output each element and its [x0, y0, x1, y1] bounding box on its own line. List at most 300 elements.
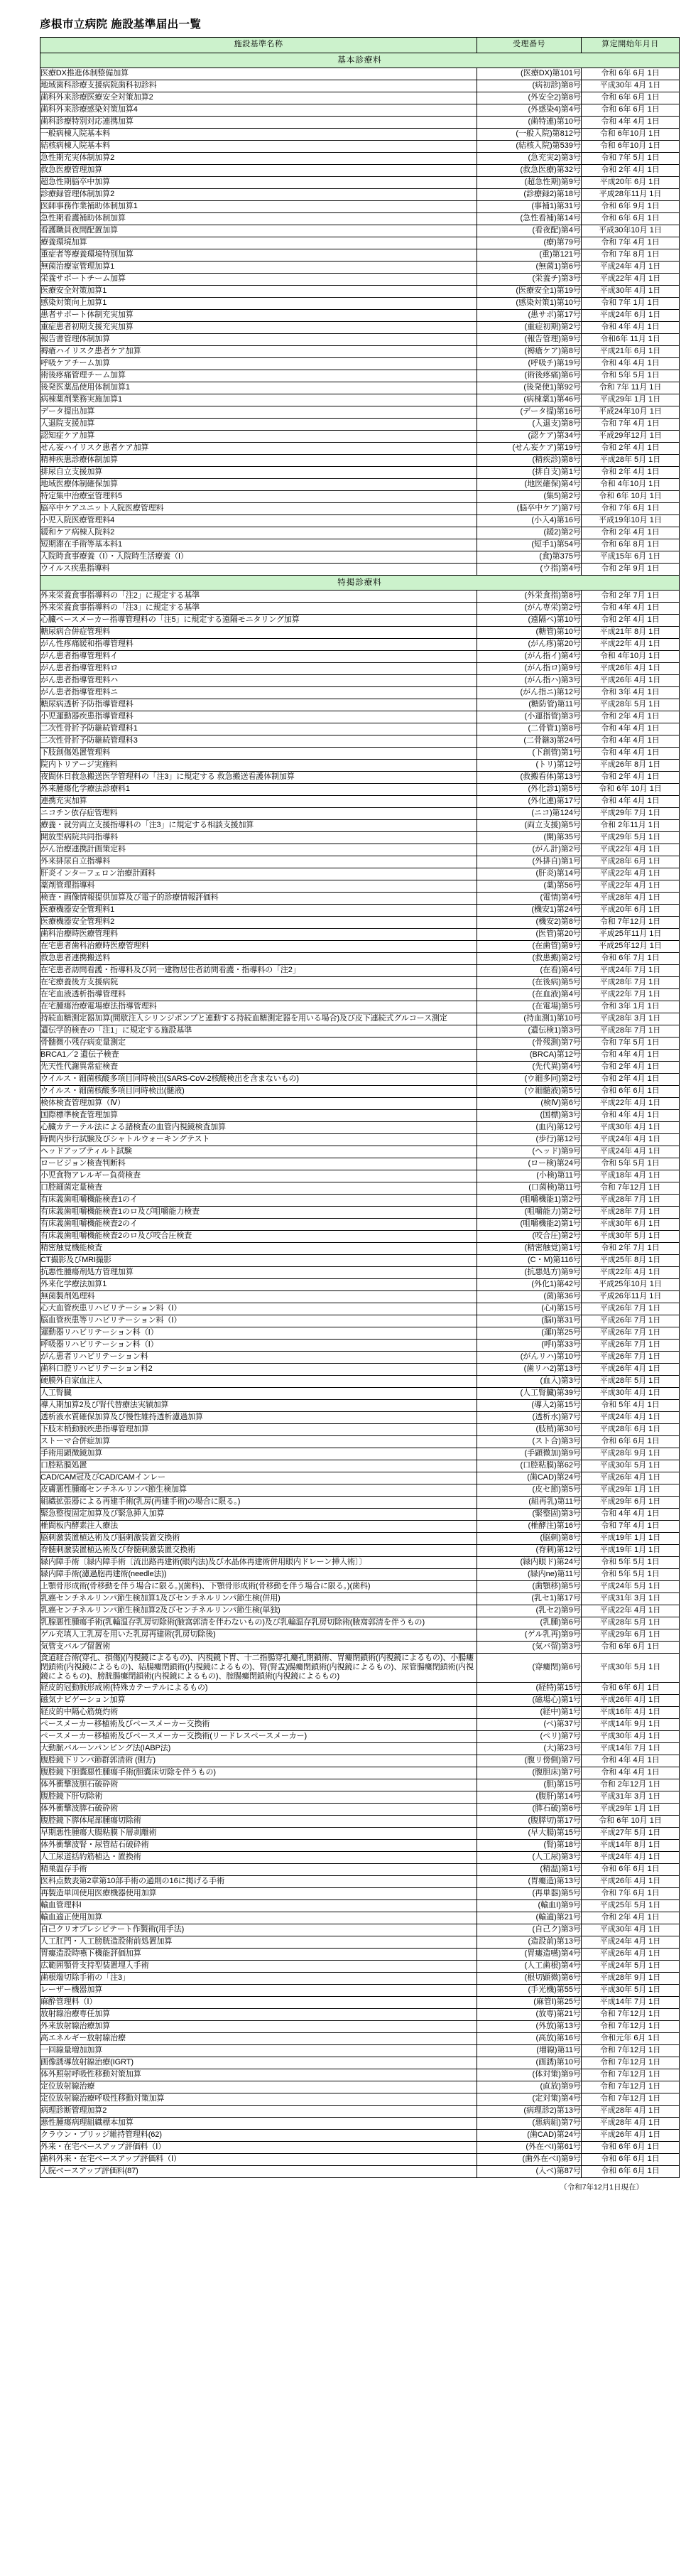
standard-name-cell: 糖尿病合併症管理料: [40, 626, 477, 638]
start-date-cell: 令和 2年 4月 1日: [582, 442, 680, 454]
standard-name-cell: 有床義歯咀嚼機能検査2のロ及び咬合圧検査: [40, 1230, 477, 1242]
standard-name-cell: 療養環境加算: [40, 237, 477, 249]
table-row: [40, 1448, 680, 1460]
section-header-row: [40, 575, 680, 590]
standard-name-cell: ストーマ合併症加算: [40, 1435, 477, 1448]
table-row: [40, 1706, 680, 1718]
standard-name-cell: 外来腫瘍化学療法診療料1: [40, 783, 477, 795]
standard-name-cell: ウイルス・細菌核酸多項目同時検出(髄液): [40, 1085, 477, 1097]
table-row: [40, 261, 680, 273]
table-row: [40, 614, 680, 626]
table-row: [40, 638, 680, 650]
standard-name-cell: 手術用顕微鏡加算: [40, 1448, 477, 1460]
standard-name-cell: 口腔細菌定量検査: [40, 1182, 477, 1194]
table-row: [40, 1875, 680, 1887]
standard-name-cell: 呼吸器リハビリテーション料（Ⅰ）: [40, 1339, 477, 1351]
table-row: [40, 514, 680, 527]
standard-name-cell: 肝炎インターフェロン治療計画料: [40, 868, 477, 880]
acceptance-number-cell: (穿瘻閉)第6号: [477, 1653, 582, 1682]
acceptance-number-cell: (小運指管)第3号: [477, 711, 582, 723]
start-date-cell: 令和 7年 4月 1日: [582, 237, 680, 249]
table-row: [40, 80, 680, 92]
table-row: [40, 2057, 680, 2069]
table-row: [40, 1290, 680, 1303]
section-header-row: [40, 53, 680, 68]
acceptance-number-cell: (病棟薬1)第46号: [477, 394, 582, 406]
start-date-cell: 平成29年 1月 1日: [582, 394, 680, 406]
standard-name-cell: 歯科外来診療感染対策加算4: [40, 104, 477, 116]
table-row: [40, 1851, 680, 1863]
standard-name-cell: 脳血管疾患等リハビリテーション料（Ⅰ）: [40, 1315, 477, 1327]
standard-name-cell: 短期滞在手術等基本料1: [40, 539, 477, 551]
acceptance-number-cell: (造設前)第13号: [477, 1936, 582, 1948]
start-date-cell: 令和 2年 4月 1日: [582, 466, 680, 478]
table-row: [40, 795, 680, 807]
standard-name-cell: がん性疼痛緩和指導管理料: [40, 638, 477, 650]
acceptance-number-cell: (肢梢)第30号: [477, 1423, 582, 1435]
standard-name-cell: 医療機器安全管理料1: [40, 904, 477, 916]
acceptance-number-cell: (結核入院)第539号: [477, 140, 582, 152]
start-date-cell: 令和 7年 5月 1日: [582, 1037, 680, 1049]
table-row: [40, 1399, 680, 1411]
acceptance-number-cell: (歯リハ2)第13号: [477, 1363, 582, 1375]
standard-name-cell: 歯根端切除手術の「注3」: [40, 1972, 477, 1984]
start-date-cell: 平成19年10月 1日: [582, 514, 680, 527]
table-row: [40, 1085, 680, 1097]
acceptance-number-cell: (栄養チ)第3号: [477, 273, 582, 285]
standard-name-cell: BRCA1／2 遺伝子検査: [40, 1049, 477, 1061]
acceptance-number-cell: (腹肝)第14号: [477, 1791, 582, 1803]
acceptance-number-cell: (がん疼)第20号: [477, 638, 582, 650]
start-date-cell: 平成30年 4月 1日: [582, 80, 680, 92]
table-row: [40, 1073, 680, 1085]
standard-name-cell: 精巣温存手術: [40, 1863, 477, 1875]
standard-name-cell: 褥瘡ハイリスク患者ケア加算: [40, 345, 477, 357]
standard-name-cell: 胃瘻造設時嚥下機能評価加算: [40, 1948, 477, 1960]
start-date-cell: 令和 6年 6月 1日: [582, 92, 680, 104]
table-row: [40, 1339, 680, 1351]
standard-name-cell: せん妄ハイリスク患者ケア加算: [40, 442, 477, 454]
standard-name-cell: 歯科外来・在宅ベースアップ評価料（Ⅰ）: [40, 2153, 477, 2165]
standard-name-cell: 導入期加算2及び腎代替療法実績加算: [40, 1399, 477, 1411]
start-date-cell: 令和 7年 6月 1日: [582, 1887, 680, 1899]
start-date-cell: 平成26年 7月 1日: [582, 1303, 680, 1315]
acceptance-number-cell: (糖防管)第11号: [477, 699, 582, 711]
standard-name-cell: 経皮的冠動脈形成術(特殊カテーテルによるもの): [40, 1682, 477, 1694]
standard-name-cell: 先天性代謝異常症検査: [40, 1061, 477, 1073]
start-date-cell: 令和 4年 4月 1日: [582, 747, 680, 759]
standard-name-cell: 椎間板内酵素注入療法: [40, 1520, 477, 1532]
table-row: [40, 1508, 680, 1520]
standard-name-cell: がん治療連携計画策定料: [40, 844, 477, 856]
standard-name-cell: 歯科外来診療医療安全対策加算2: [40, 92, 477, 104]
start-date-cell: 令和 6年 6月 1日: [582, 1085, 680, 1097]
acceptance-number-cell: (緊整固)第3号: [477, 1508, 582, 1520]
acceptance-number-cell: (麻管Ⅰ)第25号: [477, 1996, 582, 2008]
start-date-cell: 令和 5年 5月 1日: [582, 1556, 680, 1568]
standard-name-cell: 抗悪性腫瘍剤処方管理加算: [40, 1266, 477, 1278]
acceptance-number-cell: (ヘッド)第9号: [477, 1146, 582, 1158]
table-row: [40, 2008, 680, 2020]
acceptance-number-cell: (輸適)第21号: [477, 1912, 582, 1924]
table-row: [40, 2069, 680, 2081]
standard-name-cell: CT撮影及びMRI撮影: [40, 1254, 477, 1266]
standard-name-cell: クラウン・ブリッジ維持管理料(62): [40, 2129, 477, 2141]
acceptance-number-cell: (腹リ傍側)第7号: [477, 1755, 582, 1767]
acceptance-number-cell: (診療録2)第18号: [477, 188, 582, 200]
standard-name-cell: 医療機器安全管理料2: [40, 916, 477, 928]
standard-name-cell: 報告書管理体制加算: [40, 333, 477, 345]
acceptance-number-cell: (早大腸)第15号: [477, 1827, 582, 1839]
standard-name-cell: 腹腔鏡下膵体尾部腫瘍切除術: [40, 1815, 477, 1827]
standard-name-cell: 薬剤管理指導料: [40, 880, 477, 892]
standard-name-cell: 救急医療管理加算: [40, 164, 477, 176]
table-row: [40, 1327, 680, 1339]
standard-name-cell: 連携充実加算: [40, 795, 477, 807]
table-row: [40, 976, 680, 988]
acceptance-number-cell: (救急医療)第32号: [477, 164, 582, 176]
standard-name-cell: 脳刺激装置植込術及び脳刺激装置交換術: [40, 1532, 477, 1544]
start-date-cell: 令和 4年 4月 1日: [582, 1767, 680, 1779]
standard-name-cell: 患者サポート体制充実加算: [40, 309, 477, 321]
start-date-cell: 平成25年12月 1日: [582, 940, 680, 952]
table-row: [40, 2129, 680, 2141]
acceptance-number-cell: (歯顎移)第5号: [477, 1580, 582, 1593]
start-date-cell: 平成14年 9月 1日: [582, 1718, 680, 1730]
page-title: 彦根市立病院 施設基準届出一覧: [40, 18, 202, 31]
acceptance-number-cell: (咀嚼機能1)第2号: [477, 1194, 582, 1206]
table-row: [40, 442, 680, 454]
start-date-cell: 平成28年 6月 1日: [582, 1423, 680, 1435]
acceptance-number-cell: (緩2)第2号: [477, 527, 582, 539]
start-date-cell: 令和 7年12月 1日: [582, 2008, 680, 2020]
acceptance-number-cell: (BRCA)第12号: [477, 1049, 582, 1061]
standard-name-cell: 外来・在宅ベースアップ評価料（Ⅰ）: [40, 2141, 477, 2153]
table-row: [40, 1049, 680, 1061]
acceptance-number-cell: (遠隔ペ)第10号: [477, 614, 582, 626]
acceptance-number-cell: (ニコ)第124号: [477, 807, 582, 819]
start-date-cell: 平成26年 4月 1日: [582, 1363, 680, 1375]
table-row: [40, 1423, 680, 1435]
acceptance-number-cell: (せん妄ケア)第19号: [477, 442, 582, 454]
start-date-cell: 平成15年 6月 1日: [582, 551, 680, 563]
start-date-cell: 平成28年 7月 1日: [582, 1194, 680, 1206]
table-row: [40, 1899, 680, 1912]
start-date-cell: 平成24年10月 1日: [582, 406, 680, 418]
start-date-cell: 令和 2年 4月 1日: [582, 1061, 680, 1073]
acceptance-number-cell: (がん計)第2号: [477, 844, 582, 856]
table-row: [40, 140, 680, 152]
table-row: [40, 1815, 680, 1827]
acceptance-number-cell: (血内)第12号: [477, 1121, 582, 1133]
start-date-cell: 平成27年 5月 1日: [582, 1827, 680, 1839]
table-row: [40, 1025, 680, 1037]
start-date-cell: 令和 7年 8月 1日: [582, 249, 680, 261]
acceptance-number-cell: (患サポ)第17号: [477, 309, 582, 321]
start-date-cell: 平成24年 5月 1日: [582, 1580, 680, 1593]
acceptance-number-cell: (短手1)第54号: [477, 539, 582, 551]
table-row: [40, 1730, 680, 1742]
table-row: [40, 1839, 680, 1851]
standard-name-cell: ニコチン依存症管理料: [40, 807, 477, 819]
start-date-cell: 令和 7年12月 1日: [582, 2057, 680, 2069]
table-row: [40, 1170, 680, 1182]
table-row: [40, 952, 680, 964]
standard-name-cell: 在宅患者歯科治療時医療管理料: [40, 940, 477, 952]
standard-name-cell: 緊急整復固定加算及び緊急挿入加算: [40, 1508, 477, 1520]
start-date-cell: 令和 7年12月 1日: [582, 2081, 680, 2093]
start-date-cell: 令和 6年 6月 1日: [582, 2141, 680, 2153]
start-date-cell: 令和 2年 4月 1日: [582, 614, 680, 626]
start-date-cell: 令和 6年10月 1日: [582, 128, 680, 140]
start-date-cell: 令和 2年 9月 1日: [582, 563, 680, 575]
standard-name-cell: 硬膜外自家血注入: [40, 1375, 477, 1387]
standard-name-cell: 二次性骨折予防継続管理料3: [40, 735, 477, 747]
table-row: [40, 2165, 680, 2177]
start-date-cell: 令和 6年 7月 1日: [582, 952, 680, 964]
acceptance-number-cell: (C・M)第116号: [477, 1254, 582, 1266]
start-date-cell: 令和 4年 4月 1日: [582, 1109, 680, 1121]
acceptance-number-cell: (外化連)第17号: [477, 795, 582, 807]
table-row: [40, 1472, 680, 1484]
table-row: [40, 892, 680, 904]
standard-name-cell: 自己クリオプレシピテート作製術(用手法): [40, 1924, 477, 1936]
acceptance-number-cell: (外化1)第42号: [477, 1278, 582, 1290]
start-date-cell: 平成22年 4月 1日: [582, 844, 680, 856]
standard-name-cell: 医療DX推進体制整備加算: [40, 68, 477, 80]
table-row: [40, 297, 680, 309]
standard-name-cell: 診療録管理体制加算2: [40, 188, 477, 200]
start-date-cell: 平成30年 5月 1日: [582, 1653, 680, 1682]
start-date-cell: 令和 7年12月 1日: [582, 916, 680, 928]
acceptance-number-cell: (脳Ⅰ)第31号: [477, 1315, 582, 1327]
table-row: [40, 92, 680, 104]
table-row: [40, 285, 680, 297]
start-date-cell: 平成26年 7月 1日: [582, 1339, 680, 1351]
table-row: [40, 880, 680, 892]
table-row: [40, 868, 680, 880]
start-date-cell: 平成30年 5月 1日: [582, 1984, 680, 1996]
acceptance-number-cell: (精疾診)第8号: [477, 454, 582, 466]
table-row: [40, 430, 680, 442]
acceptance-number-cell: (電情)第4号: [477, 892, 582, 904]
start-date-cell: 平成28年 5月 1日: [582, 1617, 680, 1629]
table-row: [40, 928, 680, 940]
table-row: [40, 1755, 680, 1767]
standard-name-cell: 腹腔鏡下肝切除術: [40, 1791, 477, 1803]
acceptance-number-cell: (開)第35号: [477, 831, 582, 844]
start-date-cell: 平成21年 6月 1日: [582, 345, 680, 357]
acceptance-number-cell: (一般入院)第812号: [477, 128, 582, 140]
standard-name-cell: 在宅腫瘍治療電場療法指導管理料: [40, 1001, 477, 1013]
standard-name-cell: 外来放射線治療加算: [40, 2020, 477, 2032]
table-row: [40, 1863, 680, 1875]
section-header-label: 基本診療料: [40, 53, 680, 68]
acceptance-number-cell: (在看)第4号: [477, 964, 582, 976]
table-row: [40, 357, 680, 370]
acceptance-number-cell: (再単器)第5号: [477, 1887, 582, 1899]
acceptance-number-cell: (感染対策1)第10号: [477, 297, 582, 309]
acceptance-number-cell: (小検)第11号: [477, 1170, 582, 1182]
table-row: [40, 1520, 680, 1532]
acceptance-number-cell: (報告管理)第9号: [477, 333, 582, 345]
start-date-cell: 令和 4年 4月 1日: [582, 116, 680, 128]
acceptance-number-cell: (重)第121号: [477, 249, 582, 261]
acceptance-number-cell: (外排自)第1号: [477, 856, 582, 868]
start-date-cell: 平成24年 4月 1日: [582, 1133, 680, 1146]
acceptance-number-cell: (排自支)第1号: [477, 466, 582, 478]
start-date-cell: 令和 2年 4月 1日: [582, 527, 680, 539]
standard-name-cell: 腹腔鏡下胆嚢悪性腫瘍手術(胆嚢床切除を伴うもの): [40, 1767, 477, 1779]
standard-name-cell: 開放型病院共同指導料: [40, 831, 477, 844]
standard-name-cell: 外来栄養食事指導料の「注3」に規定する基準: [40, 602, 477, 614]
acceptance-number-cell: (増線)第11号: [477, 2044, 582, 2057]
table-row: [40, 539, 680, 551]
standard-name-cell: 感染対策向上加算1: [40, 297, 477, 309]
start-date-cell: 平成26年 8月 1日: [582, 759, 680, 771]
standard-name-cell: 地域歯科診療支援病院歯科初診料: [40, 80, 477, 92]
table-row: [40, 345, 680, 357]
table-row: [40, 1484, 680, 1496]
start-date-cell: 平成28年 4月 1日: [582, 892, 680, 904]
start-date-cell: 平成26年 4月 1日: [582, 1472, 680, 1484]
acceptance-number-cell: (手顕微加)第9号: [477, 1448, 582, 1460]
start-date-cell: 平成24年 7月 1日: [582, 964, 680, 976]
table-row: [40, 662, 680, 674]
standard-name-cell: 結核病棟入院基本料: [40, 140, 477, 152]
acceptance-number-cell: (脳刺)第8号: [477, 1532, 582, 1544]
start-date-cell: 平成28年 4月 1日: [582, 2117, 680, 2129]
start-date-cell: 令和元年 6月 1日: [582, 2032, 680, 2044]
start-date-cell: 令和 3年 4月 1日: [582, 686, 680, 699]
start-date-cell: 令和 5年 5月 1日: [582, 1158, 680, 1170]
standard-name-cell: 体外照射呼吸性移動対策加算: [40, 2069, 477, 2081]
acceptance-number-cell: (医療安全1)第19号: [477, 285, 582, 297]
start-date-cell: 令和 2年 4月 1日: [582, 771, 680, 783]
standard-name-cell: ゲル充填人工乳房を用いた乳房再建術(乳房切除後): [40, 1629, 477, 1641]
start-date-cell: 平成31年 3月 1日: [582, 1791, 680, 1803]
start-date-cell: 令和 6年 6月 1日: [582, 104, 680, 116]
standard-name-cell: 一回線量増加加算: [40, 2044, 477, 2057]
start-date-cell: 平成21年 8月 1日: [582, 626, 680, 638]
start-date-cell: 令和 4年10月 1日: [582, 478, 680, 490]
start-date-cell: 令和 4年 4月 1日: [582, 1049, 680, 1061]
standard-name-cell: 在宅血液透析指導管理料: [40, 988, 477, 1001]
acceptance-number-cell: (薬)第56号: [477, 880, 582, 892]
start-date-cell: 令和 6年 6月 1日: [582, 1863, 680, 1875]
acceptance-number-cell: (ロー検)第24号: [477, 1158, 582, 1170]
start-date-cell: 令和 6年 6月 1日: [582, 68, 680, 80]
table-row: [40, 1303, 680, 1315]
acceptance-number-cell: (血入)第3号: [477, 1375, 582, 1387]
standard-name-cell: 精神疾患診療体制加算: [40, 454, 477, 466]
acceptance-number-cell: (呼Ⅰ)第33号: [477, 1339, 582, 1351]
table-row: [40, 723, 680, 735]
standard-name-cell: 上顎骨形成術(骨移動を伴う場合に限る。)(歯科)、下顎骨形成術(骨移動を伴う場合に限る。)(歯科): [40, 1580, 477, 1593]
table-row: [40, 771, 680, 783]
start-date-cell: 平成25年 8月 1日: [582, 1254, 680, 1266]
start-date-cell: 平成29年 1月 1日: [582, 1484, 680, 1496]
acceptance-number-cell: (救搬看体)第13号: [477, 771, 582, 783]
acceptance-number-cell: (心Ⅰ)第15号: [477, 1303, 582, 1315]
table-row: [40, 2093, 680, 2105]
standard-name-cell: 栄養サポートチーム加算: [40, 273, 477, 285]
standard-name-cell: 精密触覚機能検査: [40, 1242, 477, 1254]
table-row: [40, 916, 680, 928]
start-date-cell: 令和 2年12月 1日: [582, 1779, 680, 1791]
standard-name-cell: 緩和ケア病棟入院料2: [40, 527, 477, 539]
table-row: [40, 940, 680, 952]
standard-name-cell: 地域医療体制確保加算: [40, 478, 477, 490]
table-row: [40, 466, 680, 478]
start-date-cell: 平成22年 4月 1日: [582, 1605, 680, 1617]
acceptance-number-cell: (運Ⅰ)第25号: [477, 1327, 582, 1339]
standard-name-cell: 下肢創傷処置管理料: [40, 747, 477, 759]
start-date-cell: 令和 7年 4月 1日: [582, 418, 680, 430]
standard-name-cell: ウイルス疾患指導料: [40, 563, 477, 575]
acceptance-number-cell: (経特)第15号: [477, 1682, 582, 1694]
table-row: [40, 988, 680, 1001]
start-date-cell: 令和 6年 6月 1日: [582, 2153, 680, 2165]
acceptance-number-cell: (術後疼痛)第6号: [477, 370, 582, 382]
acceptance-number-cell: (画誘)第10号: [477, 2057, 582, 2069]
standard-name-cell: 入退院支援加算: [40, 418, 477, 430]
standard-name-cell: 一般病棟入院基本料: [40, 128, 477, 140]
standard-name-cell: ウイルス・細菌核酸多項目同時検出(SARS-CoV-2核酸検出を含まないもの): [40, 1073, 477, 1085]
start-date-cell: 令和 4年10月 1日: [582, 650, 680, 662]
standard-name-cell: CAD/CAM冠及びCAD/CAMインレー: [40, 1472, 477, 1484]
acceptance-number-cell: (ウ細多同)第2号: [477, 1073, 582, 1085]
table-row: [40, 1617, 680, 1629]
table-row: [40, 1146, 680, 1158]
standard-name-cell: 療養・就労両立支援指導料の「注3」に規定する相談支援加算: [40, 819, 477, 831]
acceptance-number-cell: (放専)第21号: [477, 2008, 582, 2020]
table-row: [40, 333, 680, 345]
standard-name-cell: 悪性腫瘍病理組織標本加算: [40, 2117, 477, 2129]
standard-name-cell: 重症患者初期支援充実加算: [40, 321, 477, 333]
table-row: [40, 1912, 680, 1924]
acceptance-number-cell: (組再乳)第11号: [477, 1496, 582, 1508]
table-row: [40, 527, 680, 539]
start-date-cell: 平成30年 5月 1日: [582, 1460, 680, 1472]
start-date-cell: 令和 2年 4月 1日: [582, 1912, 680, 1924]
standard-name-cell: 心大血管疾患リハビリテーション料（Ⅰ）: [40, 1303, 477, 1315]
standard-name-cell: 小児入院医療管理料4: [40, 514, 477, 527]
acceptance-number-cell: (外感染4)第4号: [477, 104, 582, 116]
acceptance-number-cell: (事補1)第31号: [477, 200, 582, 212]
standard-name-cell: 重症者等療養環境特別加算: [40, 249, 477, 261]
start-date-cell: 平成28年 3月 1日: [582, 1013, 680, 1025]
acceptance-number-cell: (超急性期)第9号: [477, 176, 582, 188]
table-row: [40, 1682, 680, 1694]
standard-name-cell: 小児運動器疾患指導管理料: [40, 711, 477, 723]
acceptance-number-cell: (小入4)第16号: [477, 514, 582, 527]
standard-name-cell: 急性期看護補助体制加算: [40, 212, 477, 225]
start-date-cell: 平成22年 4月 1日: [582, 880, 680, 892]
table-row: [40, 1984, 680, 1996]
table-row: [40, 831, 680, 844]
start-date-cell: 令和 6年 6月 1日: [582, 2165, 680, 2177]
start-date-cell: 令和 2年11月 1日: [582, 819, 680, 831]
table-row: [40, 309, 680, 321]
start-date-cell: 令和 7年12月 1日: [582, 2020, 680, 2032]
table-row: [40, 1351, 680, 1363]
table-row: [40, 819, 680, 831]
standard-name-cell: 広範囲顎骨支持型装置埋入手術: [40, 1960, 477, 1972]
acceptance-number-cell: (乳セ2)第9号: [477, 1605, 582, 1617]
acceptance-number-cell: (口腔粘膜)第62号: [477, 1460, 582, 1472]
standard-name-cell: 後発医薬品使用体制加算1: [40, 382, 477, 394]
